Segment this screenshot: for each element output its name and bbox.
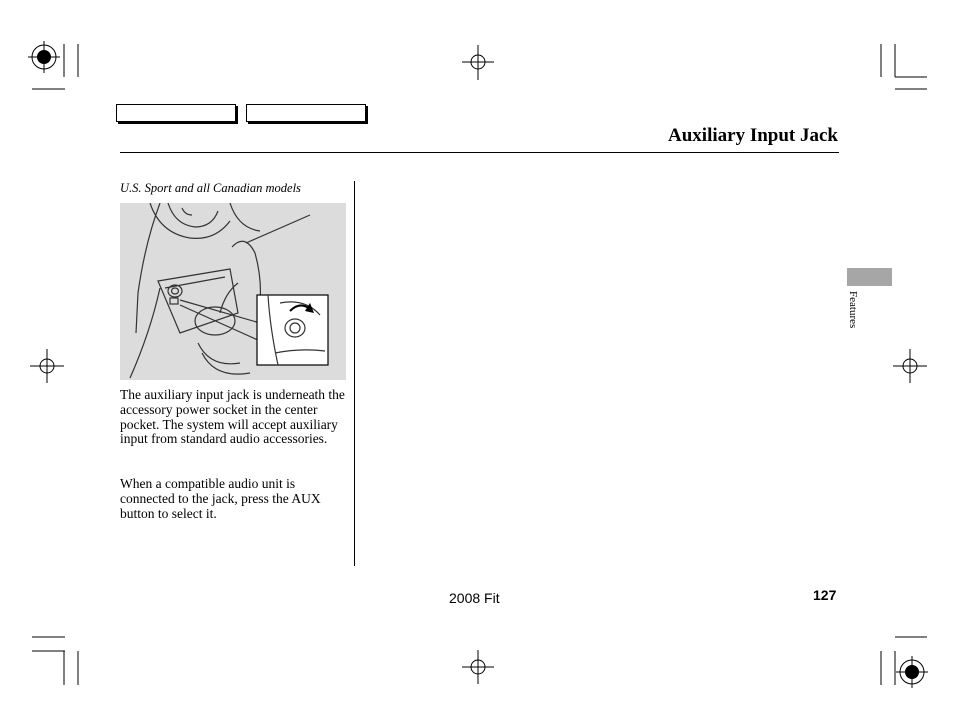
registration-target-icon — [28, 41, 60, 73]
body-paragraph: The auxiliary input jack is underneath the accessory power socket in the center pocket. The system will accept auxiliary input from standard audio accessories. — [120, 387, 345, 447]
page-number: 127 — [813, 587, 837, 603]
main-menu-button[interactable] — [116, 104, 236, 122]
registration-target-icon — [896, 656, 928, 688]
crosshair-icon — [893, 349, 927, 383]
column-divider — [354, 181, 355, 566]
aux-jack-illustration — [120, 203, 346, 380]
figure-caption: U.S. Sport and all Canadian models — [120, 181, 301, 195]
center-console-drawing — [120, 203, 346, 380]
table-of-contents-button[interactable] — [246, 104, 366, 122]
crosshair-icon — [30, 349, 64, 383]
title-rule — [120, 152, 839, 153]
footer-model: 2008 Fit — [449, 590, 500, 606]
page-title: Auxiliary Input Jack — [668, 125, 838, 146]
body-paragraph: When a compatible audio unit is connected to the jack, press the AUX button to select it. — [120, 476, 321, 521]
section-label: Features — [847, 291, 859, 329]
crosshair-icon — [462, 650, 494, 684]
crosshair-icon — [462, 45, 494, 80]
section-tab[interactable] — [847, 268, 892, 286]
